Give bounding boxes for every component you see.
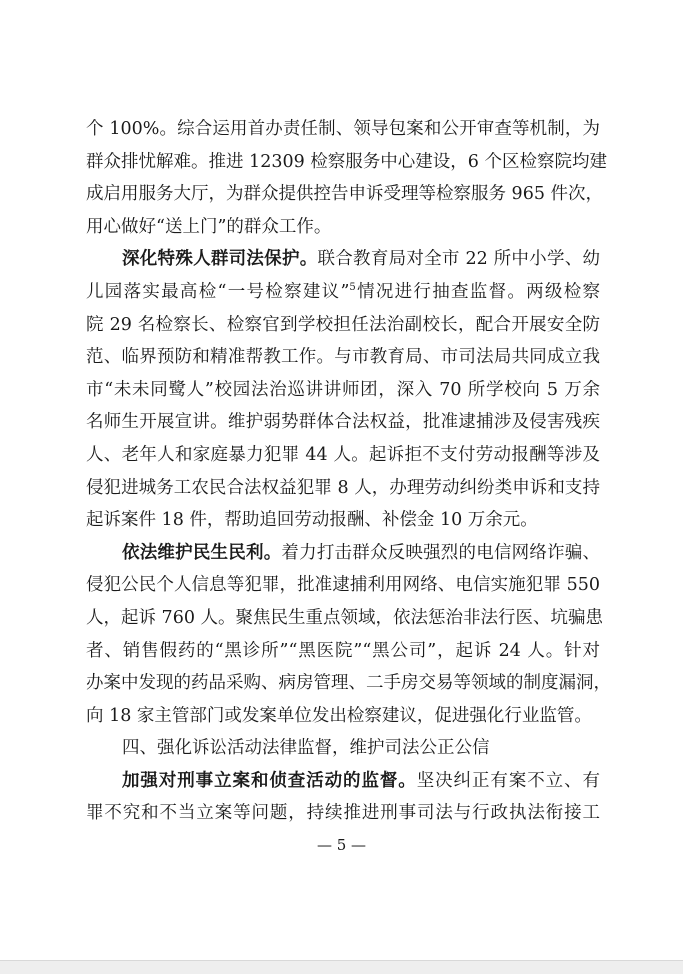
paragraph-lead: 加强对刑事立案和侦查活动的监督。 bbox=[122, 770, 417, 791]
text-line: 人，起诉 760 人。聚焦民生重点领域，依法惩治非法行医、坑骗患 bbox=[86, 607, 604, 628]
text-line bbox=[86, 537, 600, 570]
heading-text: 四、强化诉讼活动法律监督，维护司法公正公信 bbox=[122, 738, 490, 759]
text-line: 罪不究和不当立案等问题，持续推进刑事司法与行政执法衔接工 bbox=[86, 803, 600, 824]
text-run: 联合教育局对全市 22 所中小学、幼 bbox=[317, 249, 601, 270]
text-line: 名师生开展宣讲。维护弱势群体合法权益，批准逮捕涉及侵害残疾 bbox=[86, 412, 600, 433]
text-line: 侵犯进城务工农民合法权益犯罪 8 人，办理劳动纠纷类申诉和支持 bbox=[86, 477, 600, 498]
paragraph-3 bbox=[86, 537, 611, 733]
text-run: 着力打击群众反映强烈的电信网络诈骗、 bbox=[281, 542, 601, 563]
footnote-mark: 5 bbox=[349, 282, 356, 294]
body-text bbox=[86, 113, 611, 830]
text-line: 人、老年人和家庭暴力犯罪 44 人。起诉拒不支付劳动报酬等涉及 bbox=[86, 444, 600, 465]
page-number: — 5 — bbox=[316, 836, 367, 854]
text-line: 者、销售假药的“黑诊所”“黑医院”“黑公司”，起诉 24 人。针对 bbox=[86, 640, 600, 661]
paragraph-lead: 深化特殊人群司法保护。 bbox=[122, 249, 318, 270]
section-heading bbox=[86, 732, 600, 765]
paragraph-4 bbox=[86, 765, 600, 830]
text-line: 向 18 家主管部门或发案单位发出检察建议，促进强化行业监管。 bbox=[86, 705, 592, 726]
text-line: 市“未未同鹭人”校园法治巡讲讲师团，深入 70 所学校向 5 万余 bbox=[86, 379, 600, 400]
paragraph-2 bbox=[86, 243, 600, 536]
paragraph-lead: 依法维护民生民利。 bbox=[122, 542, 282, 563]
text-run: 儿园落实最高检“一号检察建议” bbox=[86, 281, 350, 302]
text-line: 起诉案件 18 件，帮助追回劳动报酬、补偿金 10 万余元。 bbox=[86, 510, 538, 531]
text-line bbox=[86, 276, 600, 309]
text-line: 院 29 名检察长、检察官到学校担任法治副校长，配合开展安全防 bbox=[86, 314, 600, 335]
text-line bbox=[86, 765, 600, 798]
text-run: 坚决纠正有案不立、有 bbox=[416, 770, 600, 791]
text-line: 群众排忧解难。推进 12309 检察服务中心建设，6 个区检察院均建 bbox=[86, 151, 607, 172]
text-line: 办案中发现的药品采购、病房管理、二手房交易等领域的制度漏洞， bbox=[86, 673, 611, 694]
paragraph-1 bbox=[86, 113, 607, 243]
text-line bbox=[86, 243, 600, 276]
text-line: 成启用服务大厅，为群众提供控告申诉受理等检察服务 965 件次， bbox=[86, 184, 604, 205]
viewer-bottom-bar bbox=[0, 960, 683, 974]
text-line: 用心做好“送上门”的群众工作。 bbox=[86, 216, 332, 237]
text-line: 侵犯公民个人信息等犯罪，批准逮捕利用网络、电信实施犯罪 550 bbox=[86, 575, 600, 596]
text-run: 情况进行抽查监督。两级检察 bbox=[355, 281, 600, 302]
text-line: 范、临界预防和精准帮教工作。与市教育局、市司法局共同成立我 bbox=[86, 347, 600, 368]
text-line: 个 100%。综合运用首办责任制、领导包案和公开审查等机制，为 bbox=[86, 119, 600, 139]
